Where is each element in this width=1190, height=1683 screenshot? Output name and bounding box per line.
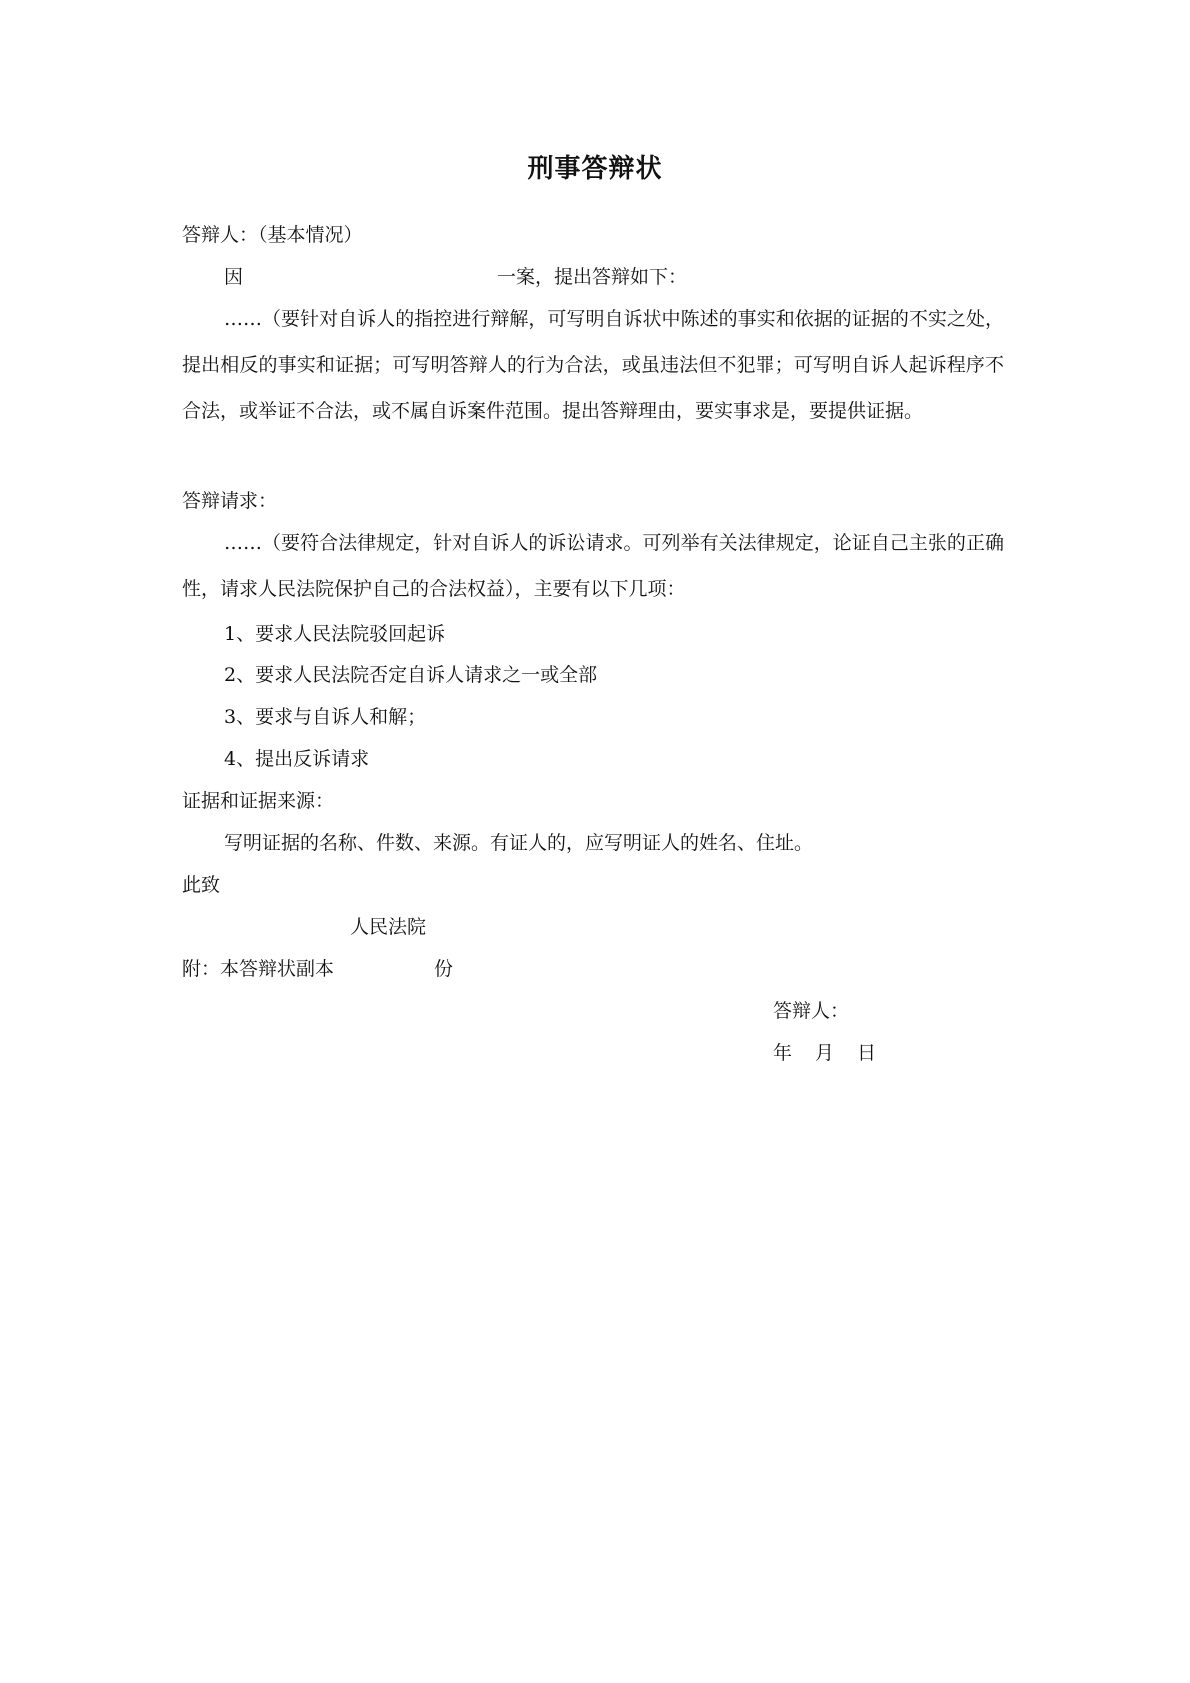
evidence-heading: 证据和证据来源： bbox=[182, 790, 335, 812]
requests-body-paragraph: ……（要符合法律规定，针对自诉人的诉讼请求。可列举有关法律规定，论证自己主张的正确性，请求人民法院保护自己的合法权益），主要有以下几项： bbox=[182, 532, 1004, 600]
date-month: 月 bbox=[815, 1042, 835, 1064]
case-prefix: 因 bbox=[224, 266, 244, 288]
attachment-prefix: 附：本答辩状副本 bbox=[182, 958, 335, 980]
request-item-2: 2、要求人民法院否定自诉人请求之一或全部 bbox=[224, 664, 598, 686]
evidence-body: 写明证据的名称、件数、来源。有证人的，应写明证人的姓名、住址。 bbox=[224, 832, 814, 854]
attachment-suffix: 份 bbox=[434, 958, 454, 980]
request-item-3: 3、要求与自诉人和解； bbox=[224, 706, 427, 728]
salutation: 此致 bbox=[182, 874, 221, 896]
requests-heading: 答辩请求： bbox=[182, 490, 278, 512]
respondent-line: 答辩人：（基本情况） bbox=[182, 224, 363, 246]
date-day: 日 bbox=[857, 1042, 877, 1064]
document-title: 刑事答辩状 bbox=[527, 154, 663, 184]
request-item-4: 4、提出反诉请求 bbox=[224, 748, 370, 770]
case-suffix: 一案，提出答辩如下： bbox=[497, 266, 688, 288]
signature-label: 答辩人： bbox=[773, 1000, 850, 1022]
defense-body-paragraph: ……（要针对自诉人的指控进行辩解，可写明自诉状中陈述的事实和依据的证据的不实之处，提出相反的事实和证据；可写明答辩人的行为合法，或虽违法但不犯罪；可写明自诉人起诉程序不合法，或举证不合法，或不属自诉案件范围。提出答辩理由，要实事求是，要提供证据。 bbox=[182, 308, 1004, 422]
date-year: 年 bbox=[773, 1042, 793, 1064]
court-name: 人民法院 bbox=[350, 916, 427, 938]
request-item-1: 1、要求人民法院驳回起诉 bbox=[224, 623, 446, 645]
